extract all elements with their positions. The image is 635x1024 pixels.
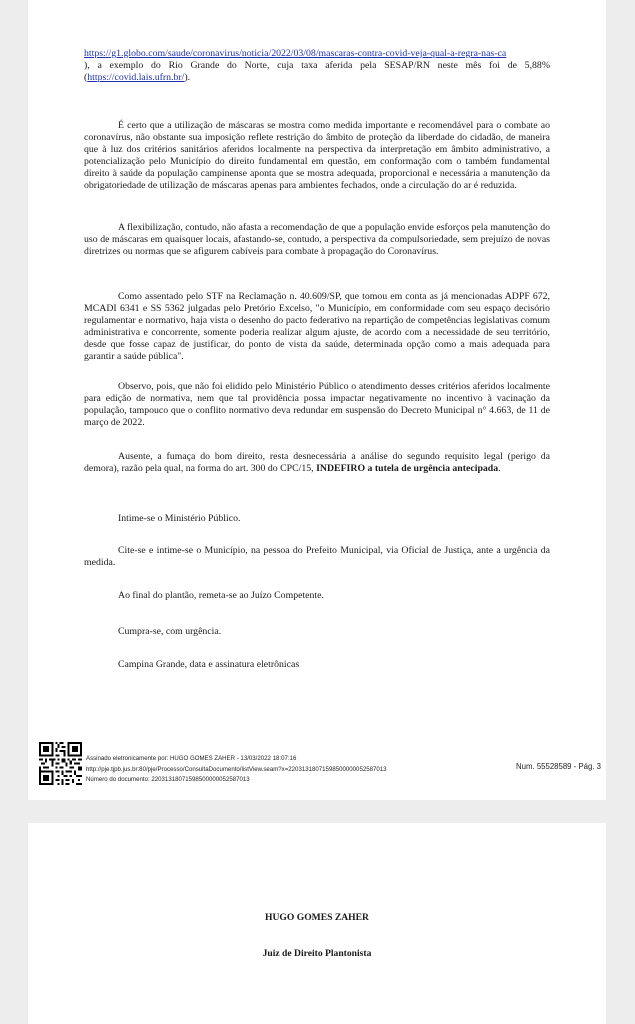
paragraph-intimation: Intime-se o Ministério Público. [118,513,241,524]
signed-by-text: Assinado eletronicamente por: HUGO GOMES ZAHER - 13/03/2022 18:07:16 [86,755,297,762]
paragraph-text-end: ). [184,72,191,84]
paragraph-flexibilization: A flexibilização, contudo, não afasta a recomendação de que a população envide esforços pela manutenção do uso de máscaras em quaisquer locais, afastando-se, contudo, a perspectiva da compulsoriedade, sem prejuízo de novas diretrizes ou normas que se afigurem cabíveis para combate à propagação do Coronavírus. [84,222,550,258]
g1-link[interactable]: https://g1.globo.com/saude/coronavirus/noticia/2022/03/08/mascaras-contra-covid-veja-qual-a-regra-nas-ca [84,48,507,59]
qr-code-icon [39,742,82,785]
paragraph-stf-reclamation: Como assentado pelo STF na Reclamação n. 40.609/SP, que tomou em conta as já mencionadas ADPF 672, MCADI 6341 e SS 5362 julgadas pelo Pretório Excelso, "o Município, em conformidade com seu espaço decisório regulamentar e normativo, haja vista o desenho do pacto federativo na repartição de competências legislativas comum administrativa e concorrente, somente poderia realizar algum ajuste, de acordo com a necessidade de seu território, desde que fosse capaz de justificar, do ponto de vista da saúde, determinada opção como a mais adequada para garantir a saúde pública". [84,291,550,363]
document-page-3 [28,0,606,800]
covid-lais-link[interactable]: https://covid.lais.ufrn.br/ [87,72,185,84]
paragraph-text: ), a exemplo do Rio Grande do Norte, cuja taxa aferida pela SESAP/RN neste mês foi de 5,88% ( [84,60,550,84]
paragraph-ministerio-publico: Observo, pois, que não foi elidido pelo Ministério Público o atendimento desses critérios aferidos localmente para edição de normativa, nem que tal providência possa impactar negativamente no incentivo à vacinação da população, tampouco que o conflito normativo deva redundar em suspensão do Decreto Municipal n° 4.663, de 11 de março de 2022. [84,381,550,429]
judge-title: Juiz de Direito Plantonista [262,948,372,959]
paragraph-comply: Cumpra-se, com urgência. [118,626,222,637]
decision-end: . [498,463,501,475]
paragraph-masks-importance: É certo que a utilização de máscaras se mostra como medida importante e recomendável para o combate ao coronavírus, não obstante sua imposição reflete restrição do âmbito de proteção da liberdade do cidadão, de maneira que à luz dos critérios sanitários aferidos localmente na perspectiva da interpretação em âmbito administrativo, a potencialização pelo Município do direito fundamental em questão, em conformação com o também fundamental direito à saúde da população campinense aponta que se mostra adequada, proporcional e necessária a manutenção da obrigatoriedade de utilização de máscaras apenas para ambientes fechados, onde a circulação do ar é reduzida. [84,120,550,192]
judge-name: HUGO GOMES ZAHER [265,912,369,923]
document-number-text: Número do documento: 22031318071598500000052587013 [86,776,250,783]
document-page-4 [28,823,606,1024]
electronic-signature-footer [86,754,387,786]
paragraph-decision [84,451,550,475]
page-number-label: Num. 55528589 - Pág. 3 [516,762,601,771]
paragraph-place-date: Campina Grande, data e assinatura eletrônicas [118,659,300,670]
decision-bold: INDEFIRO a tutela de urgência antecipada [316,463,499,475]
paragraph-citation-municipality: Cite-se e intime-se o Município, na pessoa do Prefeito Municipal, via Oficial de Justiça, ante a urgência da medida. [84,545,550,569]
document-url-link[interactable]: http://pje.tjpb.jus.br:80/pje/Processo/ConsultaDocumento/listView.seam?x=22031318071598500000052587013 [86,765,387,773]
paragraph-end-of-shift: Ao final do plantão, remeta-se ao Juízo Competente. [118,590,324,601]
paragraph-link-citation [84,48,550,84]
decision-text: Ausente, a fumaça do bom direito, resta desnecessária a análise do segundo requisito legal (perigo da demora), razão pela qual, na forma do art. 300 do CPC/15, [84,451,550,475]
